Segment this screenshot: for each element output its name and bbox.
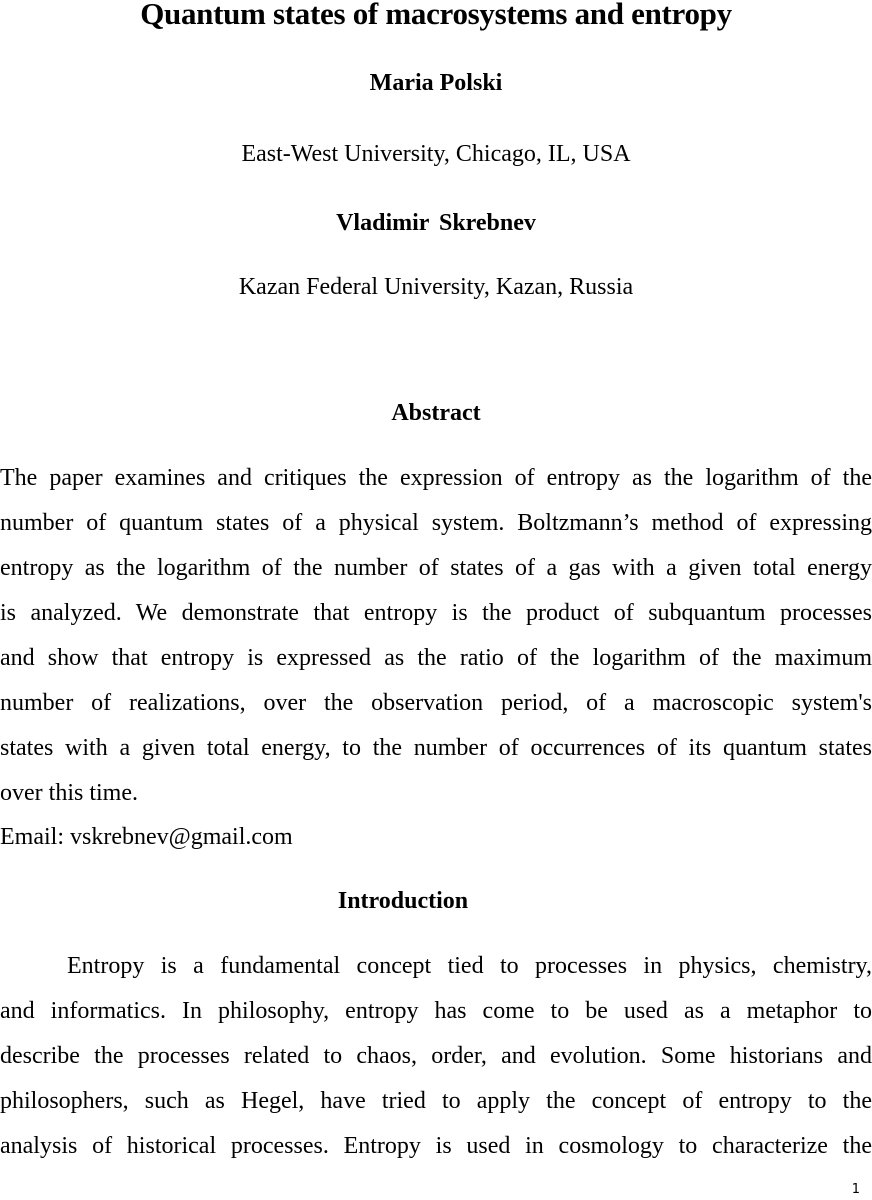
introduction-line: philosophers, such as Hegel, have tried to apply the concept of entropy to the	[0, 1088, 872, 1114]
abstract-line: and show that entropy is expressed as the ratio of the logarithm of the maximum	[0, 645, 872, 671]
abstract-line: number of realizations, over the observation period, of a macroscopic system's	[0, 690, 872, 716]
author-name-1: Maria Polski	[369, 70, 503, 96]
introduction-heading: Introduction	[337, 888, 469, 914]
author-affiliation-2: Kazan Federal University, Kazan, Russia	[238, 274, 634, 300]
abstract-line: The paper examines and critiques the expression of entropy as the logarithm of the	[0, 465, 872, 491]
abstract-line: number of quantum states of a physical system. Boltzmann’s method of expressing	[0, 510, 872, 536]
abstract-line: is analyzed. We demonstrate that entropy is the product of subquantum processes	[0, 600, 872, 626]
introduction-body	[0, 944, 872, 1169]
page-number: 1	[851, 1182, 860, 1197]
contact-email: Email: vskrebnev@gmail.com	[0, 824, 293, 850]
author-affiliation-1: East-West University, Chicago, IL, USA	[241, 141, 631, 167]
abstract-line: states with a given total energy, to the number of occurrences of its quantum states	[0, 735, 872, 761]
introduction-line: analysis of historical processes. Entropy is used in cosmology to characterize the	[0, 1133, 872, 1159]
abstract-heading: Abstract	[391, 400, 481, 426]
paper-title: Quantum states of macrosystems and entropy	[140, 0, 732, 31]
author-name-2: Vladimir Skrebnev	[336, 210, 536, 236]
abstract-line: over this time.	[0, 780, 138, 806]
introduction-line: describe the processes related to chaos, order, and evolution. Some historians and	[0, 1043, 872, 1069]
introduction-line: and informatics. In philosophy, entropy has come to be used as a metaphor to	[0, 998, 872, 1024]
introduction-line: Entropy is a fundamental concept tied to processes in physics, chemistry,	[67, 953, 872, 979]
abstract-body	[0, 456, 872, 816]
abstract-line: entropy as the logarithm of the number of states of a gas with a given total energy	[0, 555, 872, 581]
